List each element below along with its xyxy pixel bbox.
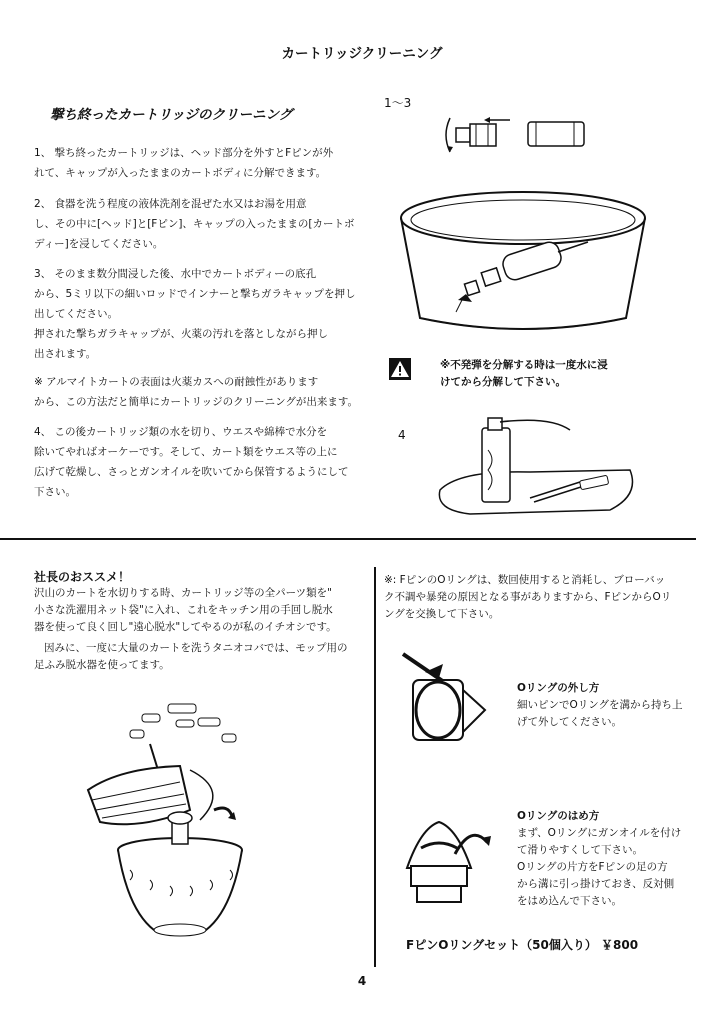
o-ring-install-body: まず、Oリングにガンオイルを付け て滑りやすくして下さい。 Oリングの片方をFピンの足の方 から溝に引っ掛けておき、反対側 をはめ込んで下さい。 — [517, 827, 682, 907]
o-ring-note: ※: FピンのOリングは、数回使用すると消耗し、ブローバッ ク不調や暴発の原因となる事がありますから、FピンからOリ ングを交換して下さい。 — [384, 574, 672, 620]
figure-label-1-3: 1〜3 — [384, 96, 412, 110]
warning-text: ※不発弾を分解する時は一度水に浸 けてから分解して下さい。 — [440, 359, 608, 388]
vertical-divider — [374, 567, 376, 967]
cartridge-parts-illustration — [440, 110, 600, 160]
o-ring-set-price: FピンOリングセット（50個入り） ￥800 — [406, 938, 639, 952]
section-heading-cleaning: 撃ち終ったカートリッジのクリーニング — [50, 107, 293, 123]
recommendation-body: 沢山のカートを水切りする時、カートリッジ等の全パーツ類を" 小さな洗濯用ネット袋"に入れ、これをキッチン用の手回し脱水 器を使って良く回し"遠心脱水"してやるのが私のイチオシです。 — [34, 587, 337, 633]
o-ring-remove-heading: Oリングの外し方 — [517, 682, 600, 694]
warning-triangle-icon — [389, 358, 411, 380]
horizontal-divider — [0, 538, 696, 540]
step-4-text: 4、 この後カートリッジ類の水を切り、ウエスや綿棒で水分を 除いてやればオーケーです。そして、カート類をウエス等の上に 広げて乾燥し、さっとガンオイルを吹いてから保管するようにして 下さい。 — [34, 426, 349, 498]
spin-dryer-illustration — [80, 690, 280, 960]
step-3-text: 3、 そのまま数分間浸した後、水中でカートボディーの底孔 から、5ミリ以下の細いロッドでインナーと撃ちガラキャップを押し 出してください。 押された撃ちガラキャップが、火薬の汚れを落としながら押し 出されます。 — [34, 268, 356, 360]
o-ring-install-heading: Oリングのはめ方 — [517, 810, 600, 822]
washing-basin-illustration — [398, 190, 648, 340]
o-ring-removal-illustration — [395, 640, 505, 750]
step-1-text: 1、 撃ち終ったカートリッジは、ヘッド部分を外すとFピンが外 れて、キャップが入ったままのカートボディに分解できます。 — [34, 147, 334, 179]
step-2-text: 2、 食器を洗う程度の液体洗剤を混ぜた水又はお湯を用意 し、その中に[ヘッド]と[Fピン]、キャップの入ったままの[カートボ ディー]を浸してください。 — [34, 198, 355, 250]
o-ring-remove-body: 細いピンでOリングを溝から持ち上 げて外してください。 — [517, 699, 683, 728]
note-text: ※ アルマイトカートの表面は火薬カスへの耐蝕性があります から、この方法だと簡単にカートリッジのクリーニングが出来ます。 — [34, 376, 359, 408]
recommendation-body-2: 因みに、一度に大量のカートを洗うタニオコバでは、モップ用の 足ふみ脱水器を使ってます。 — [34, 642, 348, 671]
o-ring-install-illustration — [395, 808, 505, 918]
figure-label-4: 4 — [398, 428, 406, 442]
page-number: 4 — [357, 974, 367, 988]
recommendation-heading: 社長のおススメ！ — [34, 570, 131, 584]
oil-spray-drying-illustration — [430, 410, 640, 520]
page-title: カートリッジクリーニング — [281, 46, 443, 62]
